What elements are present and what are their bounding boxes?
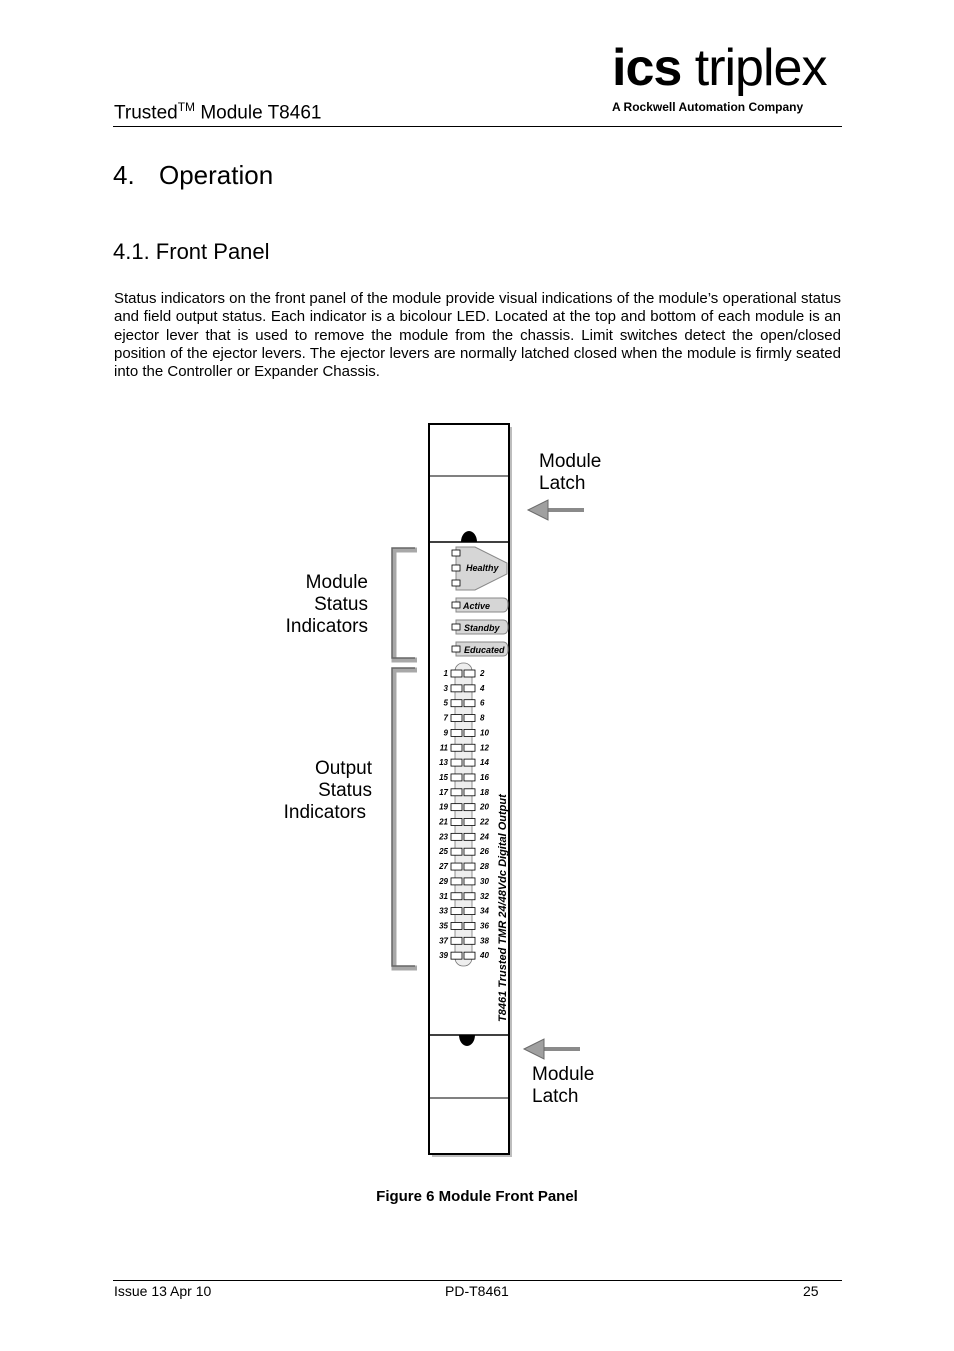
output-led <box>451 819 462 826</box>
output-led-label: 36 <box>480 921 489 931</box>
output-led <box>464 759 475 766</box>
output-led-label: 27 <box>439 862 448 872</box>
output-led-label: 18 <box>480 787 489 797</box>
output-led <box>451 715 462 722</box>
bracket-module-status <box>392 548 417 660</box>
body-paragraph: Status indicators on the front panel of the module provide visual indications of the module’s operational status and field output status. Each indicator is a bicolour LED. Located at the top and bottom of each module is an ejector lever that is used to remove the module from the chassis. Limit switches detect the open/closed position of the ejector levers. The ejector levers are normally latched closed when the module is firmly seated into the Controller or Expander Chassis. <box>114 290 841 381</box>
output-led-label: 16 <box>480 772 489 782</box>
trademark: TM <box>177 100 196 114</box>
output-led-label: 33 <box>439 906 448 916</box>
output-led-label: 15 <box>439 772 448 782</box>
output-led-label: 5 <box>443 698 448 708</box>
output-led-label: 34 <box>480 906 489 916</box>
output-strip <box>455 663 472 966</box>
callout-line: Module <box>305 572 368 593</box>
output-led-label: 13 <box>439 758 448 768</box>
output-led-label: 4 <box>480 683 485 693</box>
callout-line: Output <box>314 758 372 779</box>
output-led <box>451 759 462 766</box>
figure-caption: Figure 6 Module Front Panel <box>376 1188 578 1205</box>
output-led <box>451 804 462 811</box>
title-prefix: Trusted <box>114 102 178 124</box>
output-led-label: 1 <box>443 669 448 678</box>
output-led <box>464 744 475 751</box>
output-led <box>464 937 475 944</box>
output-led-label: 32 <box>480 891 489 901</box>
output-led-label: 31 <box>439 891 448 901</box>
status-label: Healthy <box>466 563 499 573</box>
output-led <box>451 774 462 781</box>
output-led-label: 6 <box>480 698 485 708</box>
output-led-label: 24 <box>480 832 489 842</box>
logo-triplex: triplex <box>681 39 827 97</box>
callout-line: Indicators <box>283 802 366 823</box>
output-led <box>464 922 475 929</box>
output-led <box>464 893 475 900</box>
output-led-label: 12 <box>480 743 489 753</box>
output-led-label: 23 <box>439 832 448 842</box>
output-led <box>451 893 462 900</box>
output-led <box>451 729 462 736</box>
output-led-label: 17 <box>439 787 448 797</box>
output-led-label: 26 <box>480 847 489 857</box>
status-label: Standby <box>464 623 500 633</box>
footer-page-number: 25 <box>803 1283 819 1299</box>
output-led-label: 8 <box>480 713 485 723</box>
output-led <box>451 863 462 870</box>
output-led <box>464 833 475 840</box>
output-led <box>464 774 475 781</box>
logo-tagline: A Rockwell Automation Company <box>612 100 804 114</box>
output-led-label: 28 <box>480 862 489 872</box>
output-led <box>464 952 475 959</box>
output-led <box>451 878 462 885</box>
status-indicator-educated <box>452 642 508 656</box>
output-led <box>464 878 475 885</box>
output-led <box>451 700 462 707</box>
output-led <box>451 685 462 692</box>
callout-line: Module <box>539 451 602 472</box>
output-led <box>451 670 462 677</box>
status-label: Educated <box>464 645 505 655</box>
output-led <box>464 863 475 870</box>
output-led-label: 39 <box>439 951 448 961</box>
output-led <box>451 908 462 915</box>
output-led-label: 14 <box>480 758 489 768</box>
callout-line: Module <box>532 1064 595 1085</box>
output-led <box>464 700 475 707</box>
output-led <box>451 789 462 796</box>
output-led-label: 35 <box>439 921 448 931</box>
output-led-label: 20 <box>480 802 489 812</box>
status-indicator-active <box>452 598 508 612</box>
subsection-heading: 4.1. Front Panel <box>113 239 270 264</box>
output-led <box>464 819 475 826</box>
arrow-bottom-latch <box>524 1039 580 1059</box>
output-led <box>451 952 462 959</box>
output-led-label: 7 <box>443 713 448 723</box>
output-led <box>464 670 475 677</box>
callout-line: Latch <box>532 1086 579 1107</box>
callout-line: Status <box>318 780 372 801</box>
output-led <box>464 685 475 692</box>
title-suffix: Module T8461 <box>195 102 322 124</box>
output-led-label: 11 <box>439 743 448 753</box>
callout-line: Latch <box>539 473 586 494</box>
callout-line: Status <box>314 594 368 615</box>
footer-doc-id: PD-T8461 <box>445 1283 509 1299</box>
output-led <box>451 937 462 944</box>
output-led <box>464 908 475 915</box>
logo-ics: ics <box>612 39 682 97</box>
output-led <box>464 729 475 736</box>
output-led-label: 2 <box>480 669 485 678</box>
output-led <box>451 833 462 840</box>
status-indicator-standby <box>452 620 508 634</box>
output-led <box>451 744 462 751</box>
output-led-label: 10 <box>480 728 489 738</box>
output-led <box>464 848 475 855</box>
output-led-label: 30 <box>480 876 489 886</box>
output-led-label: 21 <box>439 817 448 827</box>
output-led <box>464 804 475 811</box>
section-title: Operation <box>159 160 274 190</box>
output-led-label: 3 <box>443 683 448 693</box>
output-led <box>451 848 462 855</box>
output-led-label: 29 <box>439 876 448 886</box>
output-led-label: 37 <box>439 936 448 946</box>
module-vertical-label: T8461 Trusted TMR 24/48Vdc Digital Output <box>497 794 509 1022</box>
arrow-top-latch <box>528 500 584 520</box>
output-led-label: 38 <box>480 936 489 946</box>
output-led-label: 40 <box>480 951 489 961</box>
output-led-label: 22 <box>480 817 489 827</box>
output-led-label: 9 <box>443 728 448 738</box>
footer-rule <box>113 1280 842 1281</box>
output-led <box>464 715 475 722</box>
section-number: 4. <box>113 160 135 190</box>
status-label: Active <box>463 601 491 611</box>
output-led <box>451 922 462 929</box>
bracket-output-status <box>392 668 417 968</box>
output-led-label: 25 <box>439 847 448 857</box>
output-led-label: 19 <box>439 802 448 812</box>
callout-line: Indicators <box>285 616 368 637</box>
output-led <box>464 789 475 796</box>
footer-issue: Issue 13 Apr 10 <box>114 1283 212 1299</box>
